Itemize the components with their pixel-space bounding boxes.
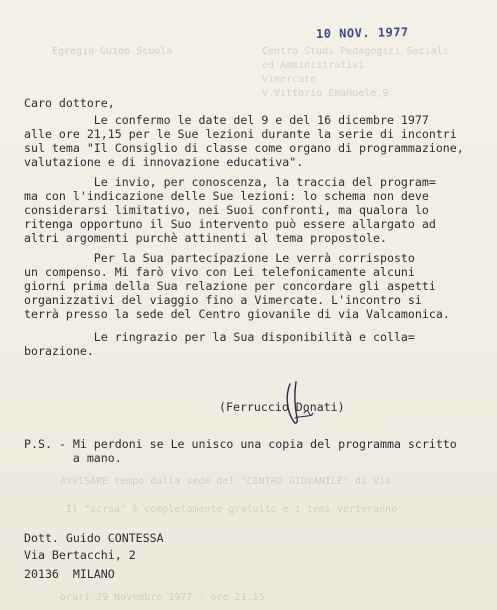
ghost-text: orari 29 Novembre 1977 - ore 21.15 — [60, 592, 265, 603]
postscript-line: a mano. — [24, 451, 122, 465]
body-line: Le confermo le date del 9 e del 16 dicembre 1977 — [24, 113, 429, 127]
body-line: sul tema "Il Consiglio di classe come organo di programmazione, — [24, 141, 464, 155]
body-line: un compenso. Mi farò vivo con Lei telefonicamente alcuni — [24, 265, 415, 279]
body-line: giorni prima della Sua relazione per concordare gli aspetti — [24, 279, 436, 293]
ghost-text: Vimercate — [262, 74, 317, 85]
body-line: organizzativi del viaggio fino a Vimercate. L'incontro si — [24, 293, 422, 307]
ghost-text: AVVISARE tempo dalla sede del "CENTRO GIOVANILE" di Via — [60, 476, 392, 487]
signature-name: (Ferruccio Donati) — [219, 400, 345, 414]
recipient-street: Via Bertacchi, 2 — [24, 548, 136, 562]
date-stamp: 10 NOV. 1977 — [315, 25, 409, 41]
body-line: ma con l'indicazione delle Sue lezioni: lo schema non deve — [24, 189, 429, 203]
ghost-text: Centro Studi Pedagogici Sociali — [262, 46, 449, 57]
body-line: borazione. — [24, 344, 94, 358]
body-line: Le ringrazio per la Sua disponibilità e colla= — [24, 330, 415, 344]
body-line: terrà presso la sede del Centro giovanile di via Valcamonica. — [24, 307, 450, 321]
ghost-text: Egregio Guido Scuola — [52, 46, 173, 57]
salutation: Caro dottore, — [24, 96, 115, 110]
body-line: ritenga opportuno il Suo intervento può essere allargato ad — [24, 217, 436, 231]
recipient-city: 20136 MILANO — [24, 567, 115, 581]
recipient-name: Dott. Guido CONTESSA — [24, 531, 164, 545]
ghost-text: ed Amministrativi — [262, 60, 365, 71]
body-line: altri argomenti purchè attinenti al tema propostole. — [24, 231, 387, 245]
ghost-text: V.Vittorio Emanuele,9 — [262, 88, 389, 99]
body-line: considerarsi limitativo, nei Suoi confronti, ma qualora lo — [24, 203, 429, 217]
body-line: valutazione e di innovazione educativa". — [24, 155, 304, 169]
ghost-text: Il "scrsa" è completamente gratuito e i temi verteranno — [66, 504, 398, 515]
body-line: alle ore 21,15 per le Sue lezioni durante la serie di incontri — [24, 127, 457, 141]
body-line: Le invio, per conoscenza, la traccia del program= — [24, 175, 436, 189]
postscript-line: P.S. - Mi perdoni se Le unisco una copia del programma scritto — [24, 437, 457, 451]
body-line: Per la Sua partecipazione Le verrà corrisposto — [24, 251, 415, 265]
